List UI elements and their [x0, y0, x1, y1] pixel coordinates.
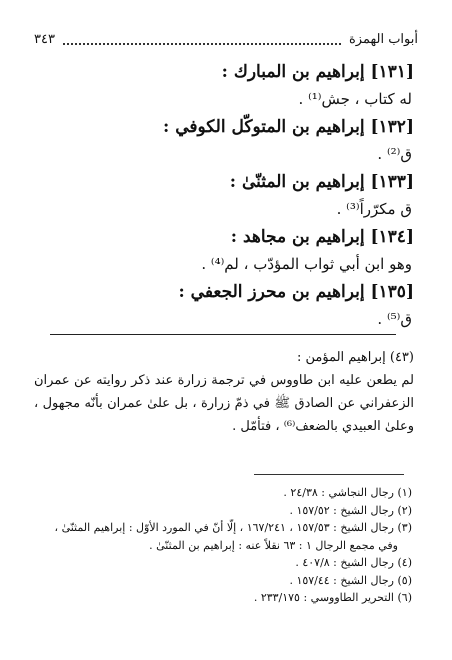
- footnotes: [34, 484, 412, 607]
- commentary-note: [34, 346, 414, 438]
- entry-body: وهو ابن أبي ثواب المؤدّب ، لم⁽⁴⁾ .: [201, 255, 412, 273]
- entry-body: ق⁽²⁾ .: [377, 145, 412, 163]
- footnote-continuation: وفي مجمع الرجال ١ : ٦٣ نقلاً عنه : إبراهيم بن المثنّىٰ .: [149, 538, 398, 552]
- footnote: (٦) التحرير الطاووسي : ٢٣٣/١٧٥ .: [253, 591, 412, 604]
- entry-title: [١٣٤] إبراهيم بن مجاهد :: [230, 227, 414, 247]
- header-dot-leader: [63, 33, 341, 45]
- entry-title: [١٣٢] إبراهيم بن المتوكّل الكوفي :: [163, 117, 414, 137]
- footnote: (٥) رجال الشيخ : ١٥٧/٤٤ .: [289, 573, 412, 587]
- section-divider: [50, 334, 396, 335]
- entry-body: ق⁽⁵⁾ .: [377, 310, 412, 328]
- running-header: [34, 28, 418, 50]
- footnote: (٢) رجال الشيخ : ١٥٧/٥٢ .: [289, 503, 412, 517]
- entry-body: له كتاب ، جش⁽¹⁾ .: [298, 90, 412, 108]
- entry-body: ق مكرّراً⁽³⁾ .: [336, 200, 412, 218]
- footnote: (٤) رجال الشيخ : ٤٠٧/٨ .: [295, 556, 412, 569]
- page-number: ٣٤٣: [34, 31, 55, 47]
- footnote: (٣) رجال الشيخ : ١٥٧/٥٣ ، ١٦٧/٢٤١ ، إلّا أنّ في المورد الأوّل : إبراهيم المثنّىٰ ،: [54, 521, 412, 534]
- entry-title: [١٣١] إبراهيم بن المبارك :: [221, 62, 414, 82]
- footnote: (١) رجال النجاشي : ٢٤/٣٨ .: [283, 486, 412, 499]
- footnote-divider: [254, 474, 404, 475]
- entry-title: [١٣٣] إبراهيم بن المثنّىٰ :: [229, 172, 414, 192]
- section-title: أبواب الهمزة: [349, 31, 418, 47]
- note-text: لم يطعن عليه ابن طاووس في ترجمة زرارة عند ذكر روايته عن عمران الزعفراني عن الصادق ﷺ في ذمّ زرارة ، بل علىٰ عمران بأنّه مجهول ، وعلىٰ العبيدي بالضعف⁽⁶⁾ ، فتأمّل .: [34, 373, 414, 434]
- note-title: (٤٣) إبراهيم المؤمن :: [296, 350, 414, 365]
- entry-title: [١٣٥] إبراهيم بن محرز الجعفي :: [178, 282, 414, 302]
- entries-list: [34, 58, 414, 333]
